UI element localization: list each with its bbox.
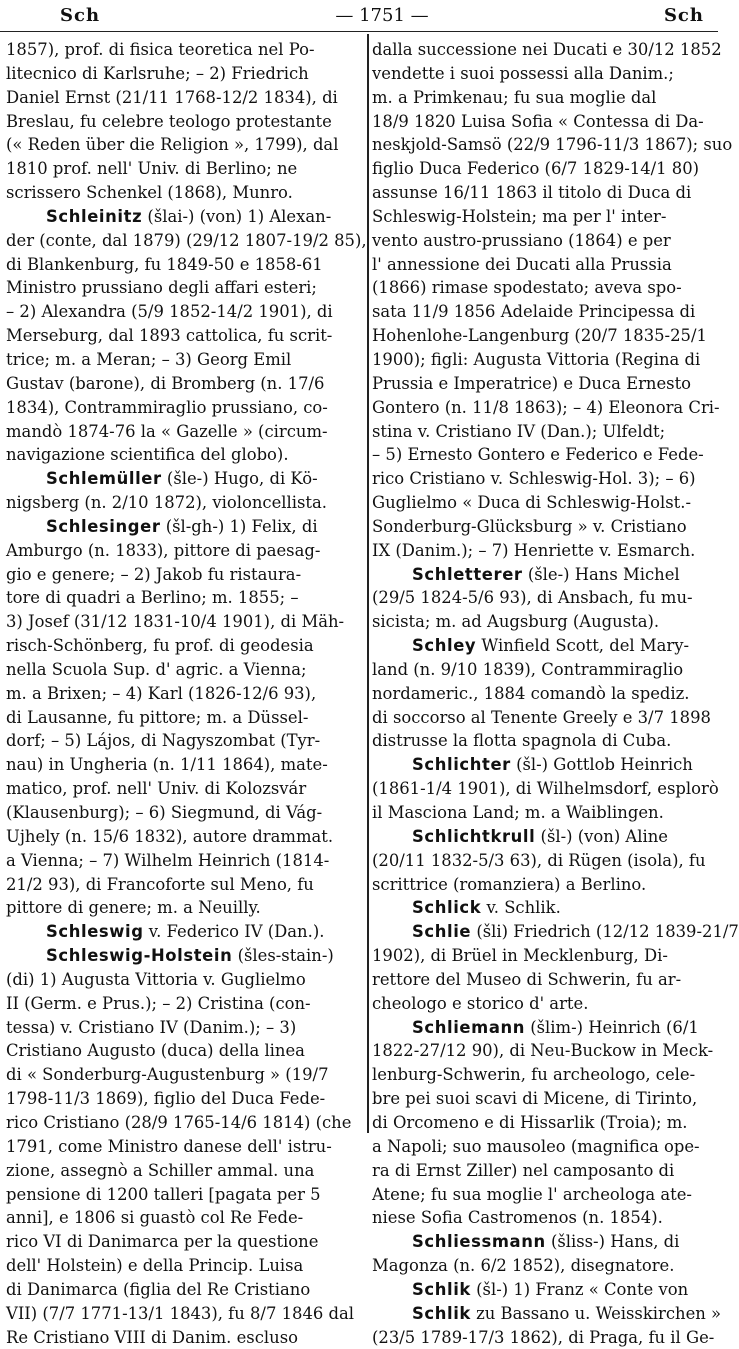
text-line: Re Cristiano VIII di Danim. escluso: [6, 1327, 298, 1347]
text-line: [6, 944, 360, 968]
text-line: stina v. Cristiano IV (Dan.); Ulfeldt;: [372, 421, 666, 441]
text-line: nordameric., 1884 comandò la spediz.: [372, 683, 690, 703]
text-line: Daniel Ernst (21/11 1768-12/2 1834), di: [6, 87, 338, 107]
text-line: Prussia e Imperatrice) e Duca Ernesto: [372, 373, 692, 393]
entry-text: (šlim-) Heinrich (6/1: [525, 1017, 699, 1037]
text-line: nigsberg (n. 2/10 1872), violoncellista.: [6, 493, 327, 513]
text-line: dalla successione nei Ducati e 30/12 1852: [372, 40, 722, 59]
text-line: [372, 1278, 712, 1302]
text-line: 1834), Contrammiraglio prussiano, co-: [6, 397, 328, 417]
text-line: Schleswig-Holstein; ma per l' inter-: [372, 206, 667, 226]
text-line: Merseburg, dal 1893 cattolica, fu scrit-: [6, 326, 333, 346]
headword: Schleinitz: [46, 206, 143, 226]
text-line: der (conte, dal 1879) (29/12 1807-19/2 85),: [6, 230, 367, 250]
text-line: (di) 1) Augusta Vittoria v. Guglielmo: [6, 969, 306, 989]
text-line: [372, 563, 712, 587]
entry-text: (šliss-) Hans, di: [545, 1232, 680, 1252]
text-line: niese Sofia Castromenos (n. 1854).: [372, 1208, 663, 1228]
headword: Schletterer: [412, 564, 523, 584]
text-line: di Danimarca (figlia del Re Cristiano: [6, 1279, 311, 1299]
text-line: scrissero Schenkel (1868), Munro.: [6, 183, 293, 203]
text-line: sicista; m. ad Augsburg (Augusta).: [372, 612, 660, 632]
text-line: 1900); figli: Augusta Vittoria (Regina di: [372, 349, 701, 369]
text-line: – 5) Ernesto Gontero e Federico e Fede-: [372, 445, 704, 465]
text-line: nau) in Ungheria (n. 1/11 1864), mate-: [6, 755, 328, 775]
text-line: di Blankenburg, fu 1849-50 e 1858-61: [6, 254, 323, 274]
text-line: (« Reden über die Religion », 1799), dal: [6, 135, 339, 155]
text-line: (29/5 1824-5/6 93), di Ansbach, fu mu-: [372, 588, 693, 608]
entry-text: (šles-stain-): [232, 946, 334, 966]
text-line: assunse 16/11 1863 il titolo di Duca di: [372, 183, 692, 203]
headword: Schliemann: [412, 1017, 526, 1037]
text-line: Atene; fu sua moglie l' archeologa ate-: [372, 1184, 692, 1204]
text-line: 1822-27/12 90), di Neu-Buckow in Meck-: [372, 1041, 714, 1061]
text-line: II (Germ. e Prus.); – 2) Cristina (con-: [6, 993, 311, 1013]
text-line: [6, 920, 360, 944]
text-line: sata 11/9 1856 Adelaide Principessa di: [372, 302, 696, 322]
text-line: scrittrice (romanziera) a Berlino.: [372, 874, 647, 894]
headword: Schlichter: [412, 755, 511, 775]
text-line: m. a Primkenau; fu sua moglie dal: [372, 87, 657, 107]
text-line: di soccorso al Tenente Greely e 3/7 1898: [372, 707, 711, 727]
text-line: [372, 920, 739, 944]
text-line: [372, 1230, 712, 1254]
text-line: (1866) rimase spodestato; aveva spo-: [372, 278, 682, 298]
text-line: di Orcomeno e di Hissarlik (Troia); m.: [372, 1112, 688, 1132]
text-line: [372, 753, 712, 777]
text-line: 1791, come Ministro danese dell' istru-: [6, 1136, 332, 1156]
text-line: litecnico di Karlsruhe; – 2) Friedrich: [6, 63, 309, 83]
entry-text: Winfield Scott, del Mary-: [476, 636, 690, 656]
entry-text: (šl-) (von) Aline: [535, 826, 669, 846]
headword: Schleswig-Holstein: [46, 946, 233, 966]
text-line: nella Scuola Sup. d' agric. a Vienna;: [6, 659, 307, 679]
text-line: a Vienna; – 7) Wilhelm Heinrich (1814-: [6, 850, 330, 870]
text-line: Magonza (n. 6/2 1852), disegnatore.: [372, 1256, 675, 1276]
text-line: Cristiano Augusto (duca) della linea: [6, 1041, 305, 1061]
text-line: 1902), di Brüel in Mecklenburg, Di-: [372, 946, 668, 966]
page-header: [0, 0, 718, 32]
text-line: (23/5 1789-17/3 1862), di Praga, fu il Ge-: [372, 1327, 715, 1347]
text-line: mandò 1874-76 la « Gazelle » (circum-: [6, 421, 328, 441]
text-line: vento austro-prussiano (1864) e per: [372, 230, 671, 250]
text-line: 1798-11/3 1869), figlio del Duca Fede-: [6, 1089, 326, 1109]
text-line: Hohenlohe-Langenburg (20/7 1835-25/1: [372, 326, 707, 346]
text-line: tore di quadri a Berlino; m. 1855; –: [6, 588, 299, 608]
text-line: di « Sonderburg-Augustenburg » (19/7: [6, 1065, 329, 1085]
text-line: [372, 634, 712, 658]
entry-text: (šl-gh-) 1) Felix, di: [160, 516, 318, 536]
text-line: gio e genere; – 2) Jakob fu ristaura-: [6, 564, 302, 584]
text-line: di Lausanne, fu pittore; m. a Düssel-: [6, 707, 309, 727]
text-line: [372, 1302, 722, 1326]
entry-text: v. Schlik.: [481, 898, 561, 918]
text-line: 1857), prof. di fisica teoretica nel Po-: [6, 40, 315, 59]
text-line: (1861-1/4 1901), di Wilhelmsdorf, esplorò: [372, 779, 719, 799]
text-line: bre pei suoi scavi di Micene, di Tirinto,: [372, 1089, 698, 1109]
entry-text: (šlai-) (von) 1) Alexan-: [142, 206, 332, 226]
text-line: m. a Brixen; – 4) Karl (1826-12/6 93),: [6, 683, 317, 703]
text-line: 1810 prof. nell' Univ. di Berlino; ne: [6, 159, 298, 179]
headword: Schleswig: [46, 922, 144, 942]
text-line: Guglielmo « Duca di Schleswig-Holst.-: [372, 493, 692, 513]
text-line: l' annessione dei Ducati alla Prussia: [372, 254, 672, 274]
text-line: rico Cristiano v. Schleswig-Hol. 3); – 6): [372, 469, 696, 489]
text-line: Ujhely (n. 15/6 1832), autore drammat.: [6, 826, 334, 846]
text-line: figlio Duca Federico (6/7 1829-14/1 80): [372, 159, 700, 179]
text-line: trice; m. a Meran; – 3) Georg Emil: [6, 349, 292, 369]
text-line: rico Cristiano (28/9 1765-14/6 1814) (che: [6, 1112, 352, 1132]
text-line: Ministro prussiano degli affari esteri;: [6, 278, 317, 298]
text-line: [6, 515, 360, 539]
entry-text: zu Bassano u. Weisskirchen »: [470, 1303, 722, 1323]
text-line: [372, 1016, 712, 1040]
text-line: (Klausenburg); – 6) Siegmund, di Vág-: [6, 803, 323, 822]
text-line: zione, assegnò a Schiller ammal. una: [6, 1160, 315, 1180]
entry-text: v. Federico IV (Dan.).: [143, 922, 325, 942]
entry-text: (šle-) Hugo, di Kö-: [161, 469, 318, 489]
text-line: IX (Danim.); – 7) Henriette v. Esmarch.: [372, 540, 696, 560]
text-line: (20/11 1832-5/3 63), di Rügen (isola), fu: [372, 850, 706, 870]
text-line: Sonderburg-Glücksburg » v. Cristiano: [372, 516, 687, 536]
text-line: vendette i suoi possessi alla Danim.;: [372, 63, 674, 83]
headword: Schlie: [412, 922, 472, 942]
text-line: Gontero (n. 11/8 1863); – 4) Eleonora Cri-: [372, 397, 720, 417]
headword: Schliessmann: [412, 1232, 546, 1252]
headword: Schley: [412, 636, 477, 656]
text-line: 3) Josef (31/12 1831-10/4 1901), di Mäh-: [6, 612, 345, 632]
text-line: Gustav (barone), di Bromberg (n. 17/6: [6, 373, 325, 393]
text-line: pensione di 1200 talleri [pagata per 5: [6, 1184, 321, 1204]
page-number: — 1751 —: [335, 5, 429, 26]
headword: Schlichtkrull: [412, 826, 536, 846]
text-line: cheologo e storico d' arte.: [372, 993, 589, 1013]
text-line: 18/9 1820 Luisa Sofia « Contessa di Da-: [372, 111, 704, 131]
text-line: [6, 205, 360, 229]
text-line: VII) (7/7 1771-13/1 1843), fu 8/7 1846 dal: [6, 1303, 355, 1323]
text-line: Amburgo (n. 1833), pittore di paesag-: [6, 540, 321, 560]
text-line: [372, 896, 712, 920]
text-line: dell' Holstein) e della Princip. Luisa: [6, 1256, 304, 1276]
entry-text: (šle-) Hans Michel: [522, 564, 680, 584]
text-line: neskjold-Samsö (22/9 1796-11/3 1867); suo: [372, 135, 733, 155]
text-line: anni], e 1806 si guastò col Re Fede-: [6, 1208, 304, 1228]
text-line: il Masciona Land; m. a Waiblingen.: [372, 803, 664, 822]
text-line: ra di Ernst Ziller) nel camposanto di: [372, 1160, 675, 1180]
text-line: [372, 825, 712, 849]
entry-text: (šl-) 1) Franz « Conte von: [470, 1279, 689, 1299]
text-line: rico VI di Danimarca per la questione: [6, 1232, 319, 1252]
text-line: tessa) v. Cristiano IV (Danim.); – 3): [6, 1017, 297, 1037]
header-right-guide-word: Sch: [663, 5, 704, 26]
entry-text: (šli) Friedrich (12/12 1839-21/7: [471, 922, 739, 942]
headword: Schlesinger: [46, 516, 161, 536]
text-line: navigazione scientifica del globo).: [6, 445, 289, 465]
text-line: – 2) Alexandra (5/9 1852-14/2 1901), di: [6, 302, 333, 322]
column-divider: [367, 34, 369, 1133]
right-column: [372, 38, 739, 1349]
text-line: dorf; – 5) Lájos, di Nagyszombat (Tyr-: [6, 731, 321, 751]
text-line: pittore di genere; m. a Neuilly.: [6, 898, 261, 918]
text-line: Breslau, fu celebre teologo protestante: [6, 111, 332, 131]
text-line: rettore del Museo di Schwerin, fu ar-: [372, 969, 682, 989]
text-line: land (n. 9/10 1839), Contrammiraglio: [372, 659, 684, 679]
left-column: [6, 38, 367, 1349]
header-left-guide-word: Sch: [60, 5, 101, 26]
headword: Schlik: [412, 1303, 471, 1323]
headword: Schlik: [412, 1279, 471, 1299]
text-line: distrusse la flotta spagnola di Cuba.: [372, 731, 672, 751]
headword: Schlemüller: [46, 469, 162, 489]
entry-text: (šl-) Gottlob Heinrich: [510, 755, 693, 775]
text-line: a Napoli; suo mausoleo (magnifica ope-: [372, 1136, 700, 1156]
text-line: matico, prof. nell' Univ. di Kolozsvár: [6, 779, 307, 799]
text-line: [6, 467, 360, 491]
headword: Schlick: [412, 898, 482, 918]
text-line: risch-Schönberg, fu prof. di geodesia: [6, 636, 314, 656]
text-line: 21/2 93), di Francoforte sul Meno, fu: [6, 874, 314, 894]
text-line: lenburg-Schwerin, fu archeologo, cele-: [372, 1065, 696, 1085]
